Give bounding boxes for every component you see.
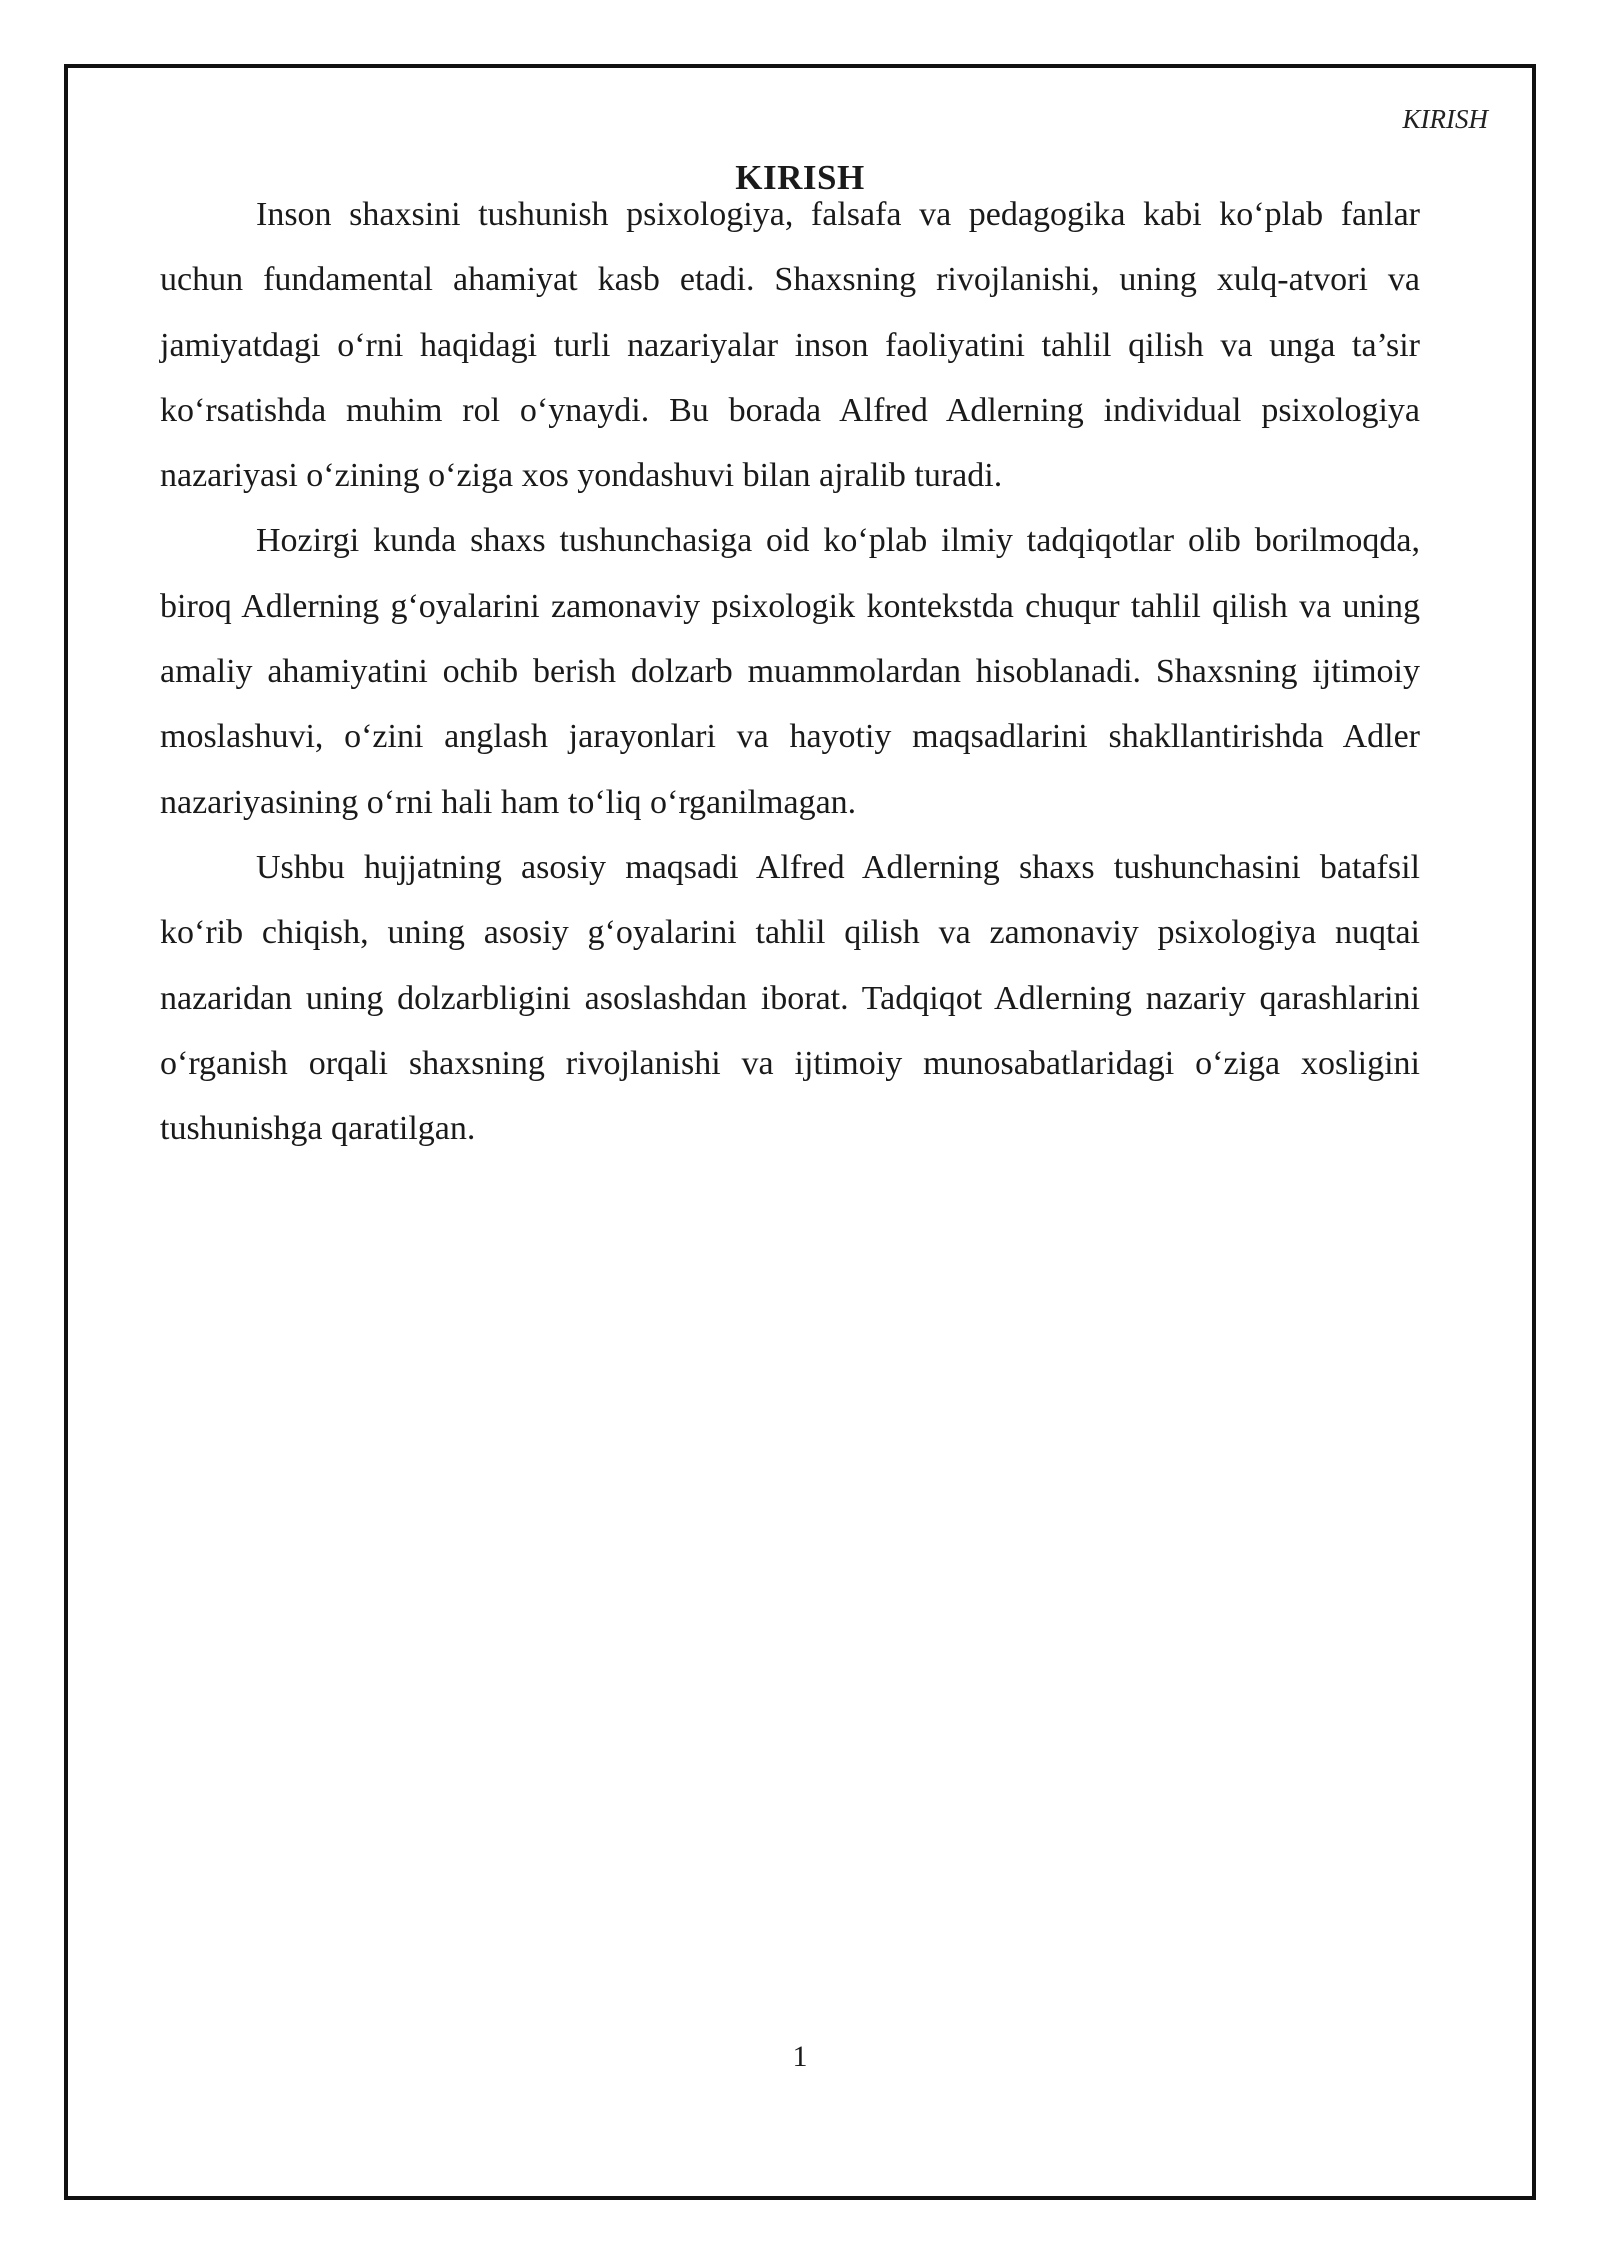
page-number: 1 xyxy=(792,2040,808,2073)
body-text xyxy=(160,182,1420,1161)
paragraph-purpose: Ushbu hujjatning asosiy maqsadi Alfred Adlerning shaxs tushunchasini batafsil ko‘rib chiqish, uning asosiy g‘oyalarini tahlil qilish va zamonaviy psixologiya nuqtai nazaridan uning dolzarbligini asoslashdan iborat. Tadqiqot Adlerning nazariy qarashlarini o‘rganish orqali shaxsning rivojlanishi va ijtimoiy munosabatlaridagi o‘ziga xosligini tushunishga qaratilgan. xyxy=(160,848,1420,1148)
page-title: KIRISH xyxy=(735,158,865,197)
running-header: KIRISH xyxy=(1402,104,1488,134)
paragraph-relevance: Hozirgi kunda shaxs tushunchasiga oid ko‘plab ilmiy tadqiqotlar olib borilmoqda, biroq Adlerning g‘oyalarini zamonaviy psixologik kontekstda chuqur tahlil qilish va uning amaliy ahamiyatini ochib berish dolzarb muammolardan hisoblanadi. Shaxsning ijtimoiy moslashuvi, o‘zini anglash jarayonlari va hayotiy maqsadlarini shakllantirishda Adler nazariyasining o‘rni hali ham to‘liq o‘rganilmagan. xyxy=(160,522,1420,821)
paragraph-intro: Inson shaxsini tushunish psixologiya, falsafa va pedagogika kabi ko‘plab fanlar uchun fundamental ahamiyat kasb etadi. Shaxsning rivojlanishi, uning xulq-atvori va jamiyatdagi o‘rni haqidagi turli nazariyalar inson faoliyatini tahlil qilish va unga ta’sir ko‘rsatishda muhim rol o‘ynaydi. Bu borada Alfred Adlerning individual psixologiya nazariyasi o‘zining o‘ziga xos yondashuvi bilan ajralib turadi. xyxy=(160,196,1420,495)
